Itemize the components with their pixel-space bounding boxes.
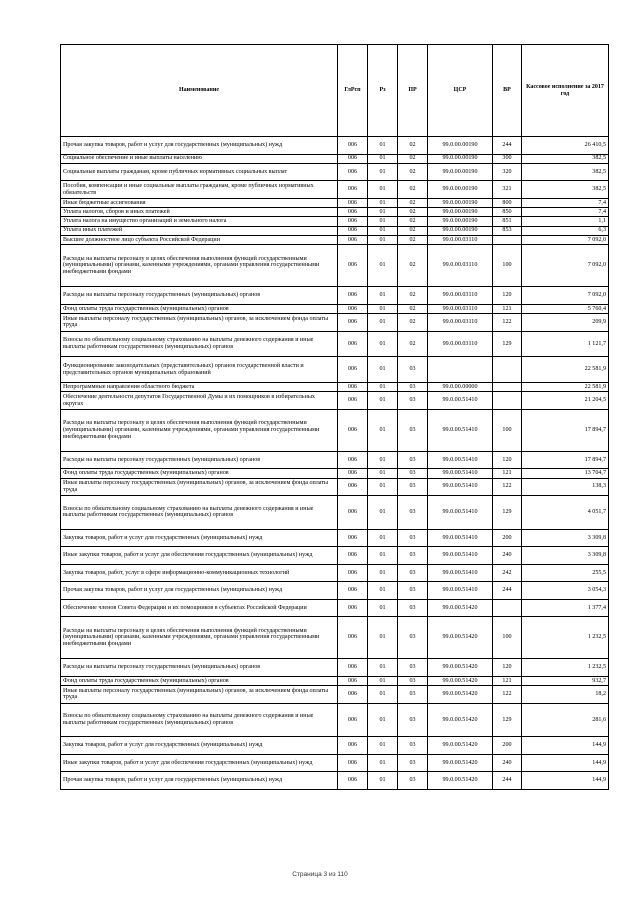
cell-vr [493, 235, 522, 244]
cell-amount: 281,6 [522, 703, 609, 737]
cell-rz: 01 [368, 659, 398, 677]
column-header-grbs: ГлРсп [338, 45, 368, 137]
budget-table [60, 44, 609, 790]
cell-csr: 99.0.00.51410 [428, 496, 493, 530]
cell-rz: 01 [368, 529, 398, 547]
table-row [61, 392, 609, 410]
cell-vr: 100 [493, 617, 522, 659]
cell-name: Расходы на выплаты персоналу в целях обеспечения выполнения функций государственными (муниципальными) органами, казенными учреждениями, органами управления государственными внебюджетными фондами [61, 617, 338, 659]
table-row [61, 245, 609, 287]
cell-name: Социальное обеспечение и иные выплаты населению [61, 154, 338, 163]
cell-grbs: 006 [338, 245, 368, 287]
cell-grbs: 006 [338, 703, 368, 737]
table-row [61, 331, 609, 357]
cell-name: Расходы на выплаты персоналу государственных (муниципальных) органов [61, 451, 338, 469]
cell-rz: 01 [368, 245, 398, 287]
table-row [61, 217, 609, 226]
cell-vr: 320 [493, 163, 522, 181]
cell-name: Расходы на выплаты персоналу государственных (муниципальных) органов [61, 287, 338, 305]
cell-vr: 129 [493, 496, 522, 530]
cell-name: Социальные выплаты гражданам, кроме публичных нормативных социальных выплат [61, 163, 338, 181]
cell-pr: 03 [398, 659, 428, 677]
cell-amount: 22 581,9 [522, 382, 609, 391]
cell-csr: 99.0.00.51420 [428, 754, 493, 772]
cell-name: Непрограммные направления областного бюджета [61, 382, 338, 391]
cell-name: Уплата налогов, сборов и иных платежей [61, 208, 338, 217]
table-row [61, 469, 609, 478]
cell-csr: 99.0.00.00190 [428, 198, 493, 207]
cell-vr [493, 357, 522, 383]
cell-grbs: 006 [338, 163, 368, 181]
cell-pr: 02 [398, 331, 428, 357]
table-row [61, 287, 609, 305]
cell-name: Иные выплаты персоналу государственных (муниципальных) органов, за исключением фонда оплаты труда [61, 314, 338, 332]
cell-vr: 200 [493, 737, 522, 755]
cell-name: Обеспечение членов Совета Федерации и их помощников в субъектах Российской Федерации [61, 599, 338, 617]
cell-rz: 01 [368, 703, 398, 737]
cell-grbs: 006 [338, 304, 368, 313]
cell-vr: 242 [493, 564, 522, 582]
cell-name: Функционирование законодательных (представительных) органов государственной власти и представительных органов муниципальных образований [61, 357, 338, 383]
cell-grbs: 006 [338, 599, 368, 617]
table-row [61, 382, 609, 391]
cell-amount: 1 121,7 [522, 331, 609, 357]
cell-rz: 01 [368, 226, 398, 235]
cell-grbs: 006 [338, 529, 368, 547]
cell-csr: 99.0.00.03110 [428, 304, 493, 313]
cell-pr: 03 [398, 754, 428, 772]
cell-pr: 02 [398, 208, 428, 217]
cell-rz: 01 [368, 496, 398, 530]
cell-name: Расходы на выплаты персоналу в целях обеспечения выполнения функций государственными (муниципальными) органами, казенными учреждениями, органами управления государственными внебюджетными фондами [61, 245, 338, 287]
cell-name: Высшее должностное лицо субъекта Российской Федерации [61, 235, 338, 244]
cell-csr: 99.0.00.51420 [428, 686, 493, 704]
cell-name: Уплата иных платежей [61, 226, 338, 235]
cell-pr: 03 [398, 529, 428, 547]
cell-vr [493, 599, 522, 617]
cell-csr [428, 357, 493, 383]
cell-name: Взносы по обязательному социальному страхованию на выплаты денежного содержания и иные выплаты работникам государственных (муниципальных) органов [61, 703, 338, 737]
cell-rz: 01 [368, 754, 398, 772]
cell-grbs: 006 [338, 617, 368, 659]
cell-rz: 01 [368, 599, 398, 617]
cell-grbs: 006 [338, 409, 368, 451]
cell-pr: 03 [398, 357, 428, 383]
cell-rz: 01 [368, 163, 398, 181]
cell-vr [493, 382, 522, 391]
cell-vr: 853 [493, 226, 522, 235]
cell-name: Взносы по обязательному социальному страхованию на выплаты денежного содержания и иные выплаты работникам государственных (муниципальных) органов [61, 496, 338, 530]
cell-grbs: 006 [338, 469, 368, 478]
cell-amount: 1 377,4 [522, 599, 609, 617]
table-row [61, 163, 609, 181]
cell-vr: 129 [493, 703, 522, 737]
cell-amount: 209,9 [522, 314, 609, 332]
cell-csr: 99.0.00.51420 [428, 659, 493, 677]
cell-pr: 02 [398, 154, 428, 163]
cell-amount: 382,5 [522, 181, 609, 199]
cell-amount: 22 581,9 [522, 357, 609, 383]
table-row [61, 137, 609, 155]
cell-vr: 300 [493, 154, 522, 163]
cell-name: Расходы на выплаты персоналу государственных (муниципальных) органов [61, 659, 338, 677]
cell-amount: 13 704,7 [522, 469, 609, 478]
cell-rz: 01 [368, 137, 398, 155]
cell-amount: 7,4 [522, 208, 609, 217]
table-row [61, 357, 609, 383]
cell-name: Иные выплаты персоналу государственных (муниципальных) органов, за исключением фонда оплаты труда [61, 478, 338, 496]
cell-rz: 01 [368, 154, 398, 163]
cell-csr: 99.0.00.03110 [428, 287, 493, 305]
cell-pr: 02 [398, 235, 428, 244]
cell-pr: 03 [398, 686, 428, 704]
cell-grbs: 006 [338, 547, 368, 565]
table-row [61, 496, 609, 530]
table-row [61, 235, 609, 244]
cell-amount: 26 410,5 [522, 137, 609, 155]
cell-grbs: 006 [338, 235, 368, 244]
table-row [61, 451, 609, 469]
cell-name: Фонд оплаты труда государственных (муниципальных) органов [61, 469, 338, 478]
cell-amount: 144,9 [522, 772, 609, 790]
cell-rz: 01 [368, 547, 398, 565]
cell-pr: 02 [398, 314, 428, 332]
cell-pr: 03 [398, 703, 428, 737]
cell-vr: 240 [493, 754, 522, 772]
column-header-csr: ЦСР [428, 45, 493, 137]
cell-name: Пособия, компенсации и иные социальные выплаты гражданам, кроме публичных нормативных обязательств [61, 181, 338, 199]
cell-name: Фонд оплаты труда государственных (муниципальных) органов [61, 304, 338, 313]
cell-csr: 99.0.00.51410 [428, 478, 493, 496]
cell-grbs: 006 [338, 564, 368, 582]
table-row [61, 599, 609, 617]
cell-amount: 7 092,0 [522, 287, 609, 305]
table-row [61, 208, 609, 217]
cell-pr: 03 [398, 772, 428, 790]
cell-grbs: 006 [338, 181, 368, 199]
cell-pr: 02 [398, 198, 428, 207]
cell-rz: 01 [368, 208, 398, 217]
cell-vr: 120 [493, 287, 522, 305]
cell-name: Иные выплаты персоналу государственных (муниципальных) органов, за исключением фонда оплаты труда [61, 686, 338, 704]
cell-amount: 255,5 [522, 564, 609, 582]
cell-vr: 129 [493, 331, 522, 357]
cell-name: Закупка товаров, работ, услуг в сфере информационно-коммуникационных технологий [61, 564, 338, 582]
cell-csr: 99.0.00.51410 [428, 564, 493, 582]
cell-rz: 01 [368, 737, 398, 755]
cell-csr: 99.0.00.00190 [428, 226, 493, 235]
cell-pr: 03 [398, 737, 428, 755]
cell-pr: 02 [398, 304, 428, 313]
cell-vr: 100 [493, 245, 522, 287]
cell-vr: 121 [493, 304, 522, 313]
cell-grbs: 006 [338, 451, 368, 469]
cell-name: Расходы на выплаты персоналу в целях обеспечения выполнения функций государственными (муниципальными) органами, казенными учреждениями, органами управления государственными внебюджетными фондами [61, 409, 338, 451]
cell-name: Обеспечение деятельности депутатов Государственной Думы и их помощников в избирательных округах [61, 392, 338, 410]
cell-grbs: 006 [338, 314, 368, 332]
cell-name: Фонд оплаты труда государственных (муниципальных) органов [61, 676, 338, 685]
cell-pr: 02 [398, 287, 428, 305]
cell-rz: 01 [368, 617, 398, 659]
cell-pr: 02 [398, 137, 428, 155]
cell-csr: 99.0.00.00190 [428, 217, 493, 226]
cell-csr: 99.0.00.51420 [428, 703, 493, 737]
cell-vr: 244 [493, 582, 522, 600]
cell-pr: 03 [398, 676, 428, 685]
cell-vr [493, 392, 522, 410]
table-row [61, 547, 609, 565]
cell-grbs: 006 [338, 226, 368, 235]
cell-pr: 03 [398, 382, 428, 391]
cell-grbs: 006 [338, 208, 368, 217]
cell-pr: 03 [398, 451, 428, 469]
cell-vr: 120 [493, 659, 522, 677]
cell-amount: 4 051,7 [522, 496, 609, 530]
table-row [61, 154, 609, 163]
cell-grbs: 006 [338, 496, 368, 530]
cell-pr: 03 [398, 496, 428, 530]
cell-pr: 03 [398, 564, 428, 582]
cell-name: Иные закупки товаров, работ и услуг для обеспечения государственных (муниципальных) нужд [61, 754, 338, 772]
cell-vr: 244 [493, 137, 522, 155]
cell-amount: 1,1 [522, 217, 609, 226]
cell-name: Закупка товаров, работ и услуг для государственных (муниципальных) нужд [61, 529, 338, 547]
cell-csr: 99.0.00.51420 [428, 617, 493, 659]
cell-amount: 18,2 [522, 686, 609, 704]
cell-grbs: 006 [338, 754, 368, 772]
cell-amount: 3 309,8 [522, 529, 609, 547]
cell-rz: 01 [368, 314, 398, 332]
cell-rz: 01 [368, 287, 398, 305]
cell-amount: 3 054,3 [522, 582, 609, 600]
cell-pr: 02 [398, 163, 428, 181]
cell-grbs: 006 [338, 287, 368, 305]
table-row [61, 659, 609, 677]
column-header-name: Наименование [61, 45, 338, 137]
cell-vr: 122 [493, 686, 522, 704]
cell-csr: 99.0.00.03110 [428, 331, 493, 357]
cell-amount: 7 092,0 [522, 245, 609, 287]
cell-name: Иные закупки товаров, работ и услуг для обеспечения государственных (муниципальных) нужд [61, 547, 338, 565]
cell-amount: 6,3 [522, 226, 609, 235]
table-row [61, 226, 609, 235]
cell-name: Уплата налога на имущество организаций и земельного налога [61, 217, 338, 226]
cell-amount: 382,5 [522, 154, 609, 163]
cell-rz: 01 [368, 304, 398, 313]
cell-grbs: 006 [338, 478, 368, 496]
cell-pr: 03 [398, 599, 428, 617]
cell-amount: 1 232,5 [522, 617, 609, 659]
cell-grbs: 006 [338, 659, 368, 677]
cell-grbs: 006 [338, 382, 368, 391]
table-row [61, 686, 609, 704]
cell-pr: 02 [398, 181, 428, 199]
cell-pr: 02 [398, 226, 428, 235]
cell-amount: 144,9 [522, 754, 609, 772]
cell-amount: 21 204,5 [522, 392, 609, 410]
cell-csr: 99.0.00.51420 [428, 599, 493, 617]
cell-amount: 138,3 [522, 478, 609, 496]
cell-name: Прочая закупка товаров, работ и услуг для государственных (муниципальных) нужд [61, 582, 338, 600]
cell-csr: 99.0.00.51410 [428, 392, 493, 410]
cell-vr: 851 [493, 217, 522, 226]
table-row [61, 703, 609, 737]
cell-rz: 01 [368, 451, 398, 469]
cell-rz: 01 [368, 235, 398, 244]
cell-csr: 99.0.00.00190 [428, 181, 493, 199]
column-header-vr: ВР [493, 45, 522, 137]
cell-vr: 121 [493, 469, 522, 478]
cell-grbs: 006 [338, 331, 368, 357]
cell-pr: 03 [398, 617, 428, 659]
cell-csr: 99.0.00.51410 [428, 469, 493, 478]
cell-rz: 01 [368, 469, 398, 478]
cell-csr: 99.0.00.00190 [428, 137, 493, 155]
cell-csr: 99.0.00.51410 [428, 451, 493, 469]
cell-csr: 99.0.00.51420 [428, 676, 493, 685]
cell-pr: 03 [398, 409, 428, 451]
cell-csr: 99.0.00.51410 [428, 409, 493, 451]
cell-vr: 321 [493, 181, 522, 199]
cell-csr: 99.0.00.03110 [428, 235, 493, 244]
cell-rz: 01 [368, 217, 398, 226]
table-row [61, 314, 609, 332]
column-header-pr: ПР [398, 45, 428, 137]
cell-amount: 1 232,5 [522, 659, 609, 677]
cell-rz: 01 [368, 198, 398, 207]
cell-pr: 03 [398, 478, 428, 496]
cell-csr: 99.0.00.00190 [428, 154, 493, 163]
cell-vr: 122 [493, 478, 522, 496]
table-row [61, 737, 609, 755]
cell-grbs: 006 [338, 137, 368, 155]
cell-pr: 03 [398, 582, 428, 600]
table-header-row [61, 45, 609, 137]
cell-vr: 200 [493, 529, 522, 547]
cell-vr: 850 [493, 208, 522, 217]
table-row [61, 478, 609, 496]
cell-vr: 120 [493, 451, 522, 469]
cell-grbs: 006 [338, 737, 368, 755]
cell-vr: 100 [493, 409, 522, 451]
cell-name: Закупка товаров, работ и услуг для государственных (муниципальных) нужд [61, 737, 338, 755]
cell-pr: 02 [398, 217, 428, 226]
cell-grbs: 006 [338, 772, 368, 790]
table-row [61, 754, 609, 772]
table-row [61, 582, 609, 600]
table-body [61, 137, 609, 790]
table-row [61, 304, 609, 313]
column-header-amount: Кассовое исполнение за 2017 год [522, 45, 609, 137]
table-row [61, 529, 609, 547]
cell-amount: 5 760,4 [522, 304, 609, 313]
cell-grbs: 006 [338, 198, 368, 207]
cell-name: Иные бюджетные ассигнования [61, 198, 338, 207]
cell-rz: 01 [368, 357, 398, 383]
cell-amount: 17 894,7 [522, 409, 609, 451]
cell-csr: 99.0.00.51420 [428, 772, 493, 790]
cell-amount: 17 894,7 [522, 451, 609, 469]
cell-pr: 03 [398, 392, 428, 410]
table-row [61, 772, 609, 790]
cell-rz: 01 [368, 392, 398, 410]
cell-name: Взносы по обязательному социальному страхованию на выплаты денежного содержания и иные выплаты работникам государственных (муниципальных) органов [61, 331, 338, 357]
cell-amount: 7 092,0 [522, 235, 609, 244]
cell-rz: 01 [368, 582, 398, 600]
cell-rz: 01 [368, 181, 398, 199]
cell-csr: 99.0.00.00000 [428, 382, 493, 391]
cell-amount: 7,4 [522, 198, 609, 207]
cell-pr: 03 [398, 547, 428, 565]
cell-vr: 800 [493, 198, 522, 207]
cell-csr: 99.0.00.00190 [428, 163, 493, 181]
cell-grbs: 006 [338, 686, 368, 704]
cell-csr: 99.0.00.03110 [428, 245, 493, 287]
cell-rz: 01 [368, 772, 398, 790]
cell-grbs: 006 [338, 392, 368, 410]
cell-vr: 240 [493, 547, 522, 565]
cell-rz: 01 [368, 478, 398, 496]
cell-csr: 99.0.00.51420 [428, 737, 493, 755]
cell-grbs: 006 [338, 217, 368, 226]
table-row [61, 676, 609, 685]
cell-rz: 01 [368, 331, 398, 357]
table-row [61, 617, 609, 659]
cell-amount: 382,5 [522, 163, 609, 181]
page-number: Страница 3 из 110 [292, 871, 348, 878]
table-row [61, 564, 609, 582]
cell-vr: 122 [493, 314, 522, 332]
cell-grbs: 006 [338, 357, 368, 383]
table-row [61, 181, 609, 199]
cell-vr: 244 [493, 772, 522, 790]
cell-rz: 01 [368, 686, 398, 704]
cell-csr: 99.0.00.51410 [428, 529, 493, 547]
column-header-rz: Рз [368, 45, 398, 137]
cell-rz: 01 [368, 564, 398, 582]
cell-csr: 99.0.00.51410 [428, 547, 493, 565]
cell-csr: 99.0.00.03110 [428, 314, 493, 332]
cell-rz: 01 [368, 676, 398, 685]
table-row [61, 198, 609, 207]
cell-name: Прочая закупка товаров, работ и услуг для государственных (муниципальных) нужд [61, 772, 338, 790]
table-row [61, 409, 609, 451]
cell-csr: 99.0.00.00190 [428, 208, 493, 217]
cell-pr: 02 [398, 245, 428, 287]
cell-pr: 03 [398, 469, 428, 478]
cell-csr: 99.0.00.51410 [428, 582, 493, 600]
cell-rz: 01 [368, 409, 398, 451]
cell-grbs: 006 [338, 154, 368, 163]
cell-grbs: 006 [338, 676, 368, 685]
cell-name: Прочая закупка товаров, работ и услуг для государственных (муниципальных) нужд [61, 137, 338, 155]
cell-amount: 932,7 [522, 676, 609, 685]
cell-amount: 144,9 [522, 737, 609, 755]
cell-vr: 121 [493, 676, 522, 685]
cell-rz: 01 [368, 382, 398, 391]
cell-amount: 3 309,8 [522, 547, 609, 565]
cell-grbs: 006 [338, 582, 368, 600]
